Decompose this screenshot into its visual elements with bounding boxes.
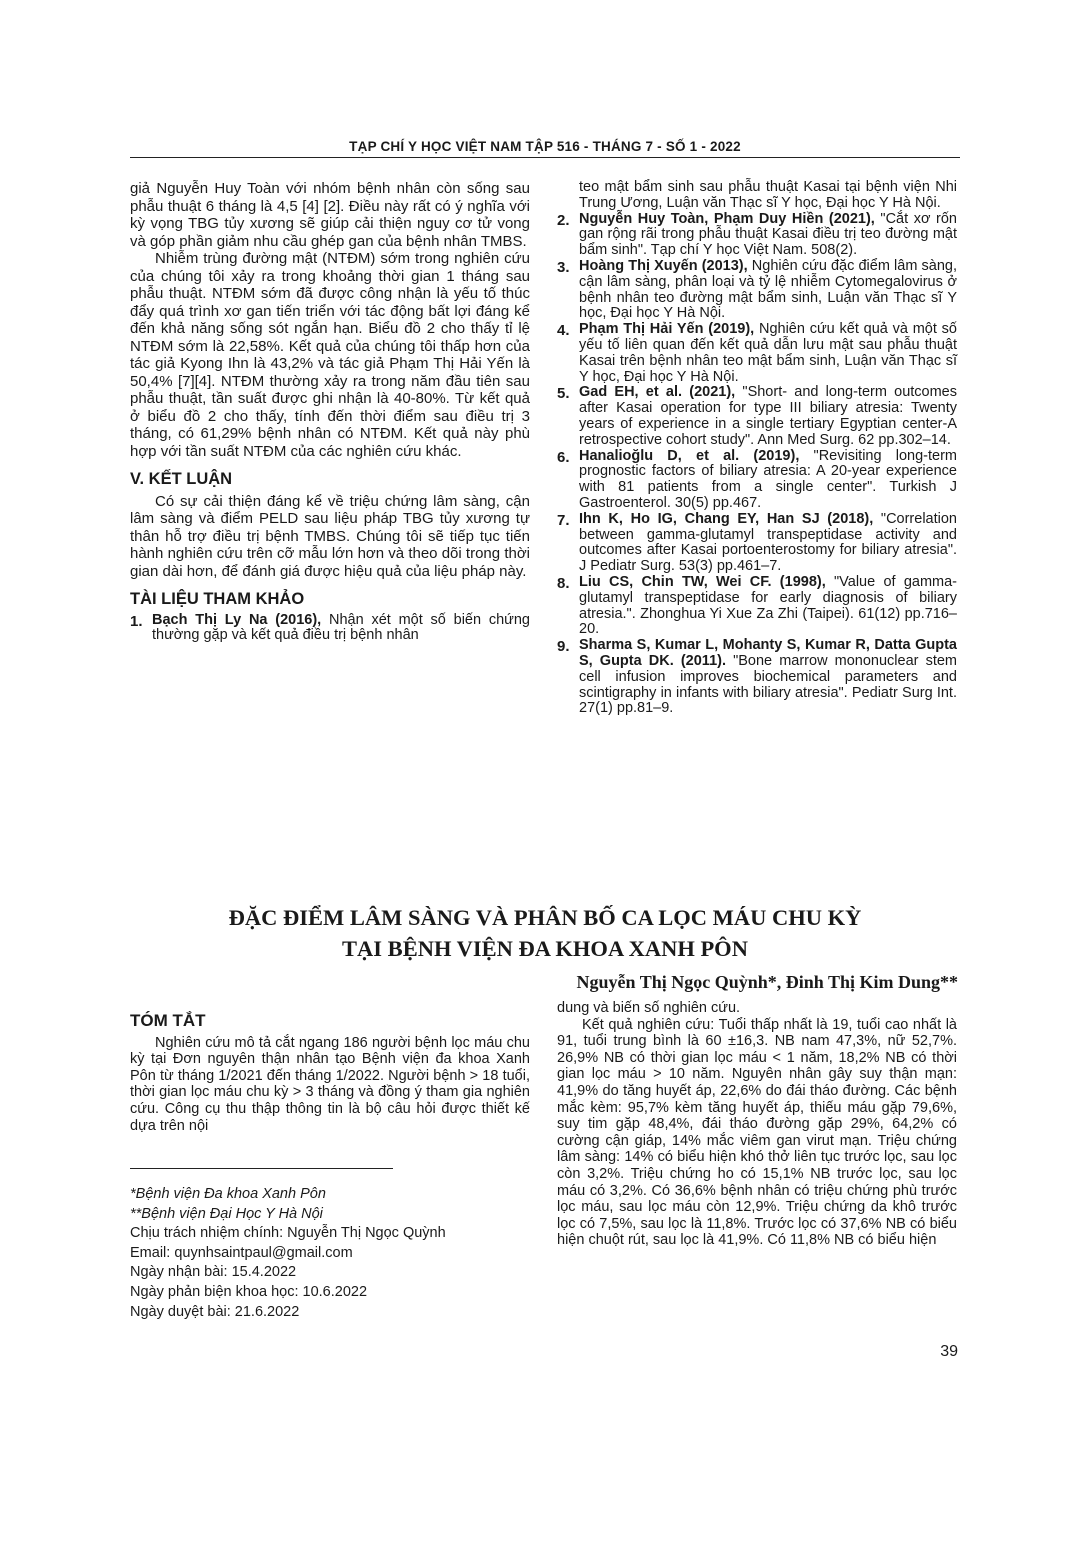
conclusion-paragraph: Có sự cải thiện đáng kể về triệu chứng lâm sàng, cận lâm sàng và điểm PELD sau liệu pháp TBG tủy xương tự thân hỗ trợ điều trị bệnh TMBS. Chúng tôi sẽ tiếp tục tiến hành nghiên cứu trên cỡ mẫu lớn hơn và theo dõi trong thời gian dài hơn, để đánh giá được hiệu quả của liệu pháp này. <box>130 492 530 580</box>
reference-2 <box>557 212 957 259</box>
reference-1 <box>130 613 530 645</box>
reference-7 <box>557 512 957 575</box>
author-email: Email: quynhsaintpaul@gmail.com <box>130 1244 353 1261</box>
abstract-results: Kết quả nghiên cứu: Tuổi thấp nhất là 19, tuổi cao nhất là 91, tuổi trung bình là 60 ±16,3. NB nam 47,3%, nữ 52,7%. 26,9% NB có thời gian lọc máu < 1 năm, 18,2% NB có thời gian lọc máu > 10 năm. Nguyên nhân gây suy thận mạn: 41,9% do tăng huyết áp, 22,6% do đái tháo đường. Các bệnh mắc kèm: 95,7% kèm tăng huyết áp, thiếu máu gặp 79,6%, suy tim gặp 48,4%, đái tháo đường gặp 29%, 64,2% có cường cận giáp, 14% mắc viêm gan virut mạn. Triệu chứng lâm sàng: 14% có biểu hiện khó thở liên tục trước lọc, sau lọc còn 3,2%. Triệu chứng ho có 15,1% NB trước lọc, sau lọc máu có 3,2%. Có 36,6% bệnh nhân có triệu chứng phù trước lọc máu, sau lọc máu còn 12,9%. Triệu chứng da khô trước lọc có 7,5%, sau lọc là 11,8%. Trước lọc có 37,6% NB có biểu hiện chuột rút, sau lọc là 41,9%. Có 11,8% NB có biểu hiện <box>557 1016 957 1249</box>
reference-number: 8. <box>557 574 570 592</box>
article-title-line-2: TẠI BỆNH VIỆN ĐA KHOA XANH PÔN <box>342 936 748 961</box>
reference-text: Nghiên cứu kết quả và một số yếu tố liên quan đến kết quả dẫn lưu mật sau phẫu thuật Kasai trên bệnh nhân teo mật bẩm sinh, Luận văn Thạc sĩ Y học, Đại học Y Hà Nội. <box>579 321 957 385</box>
journal-header: TẠP CHÍ Y HỌC VIỆT NAM TẬP 516 - THÁNG 7 - SỐ 1 - 2022 <box>349 139 741 154</box>
reference-author: Gad EH, et al. (2021), <box>579 384 736 401</box>
abstract-continued: dung và biến số nghiên cứu. <box>557 1000 741 1016</box>
reference-6 <box>557 449 957 512</box>
affiliation-2: **Bệnh viện Đại Học Y Hà Nội <box>130 1205 323 1222</box>
reference-text: Nghiên cứu đặc điểm lâm sàng, cận lâm sàng, phân loại và tỷ lệ nhiễm Cytomegalovirus ở bệnh nhân teo đường mật bẩm sinh, Luận văn Thạc sĩ Y học, Đại học Y Hà Nội. <box>579 257 957 322</box>
reference-4 <box>557 322 957 385</box>
reference-text: "Cắt xơ rốn gan rộng rãi trong phẫu thuật Kasai điều trị teo đường mật bẩm sinh". Tạp chí Y học Việt Nam. 508(2). <box>579 210 957 259</box>
reference-number: 1. <box>130 612 143 630</box>
reference-number: 5. <box>557 385 570 403</box>
reference-text: "Revisiting long-term prognostic factors of biliary atresia: A 20-year experience with 81 patients from a single center". Turkish J Gastroenterol. 30(5) pp.467. <box>579 447 957 511</box>
reference-author: Phạm Thị Hải Yến (2019), <box>579 321 755 338</box>
reference-number: 6. <box>557 448 570 466</box>
reference-author: Sharma S, Kumar L, Mohanty S, Kumar R, Datta Gupta S, Gupta DK. (2011). <box>579 637 957 669</box>
footnote-rule <box>130 1168 393 1169</box>
reference-list <box>557 212 957 718</box>
affiliation-1: *Bệnh viện Đa khoa Xanh Pôn <box>130 1186 326 1202</box>
reference-9 <box>557 638 957 717</box>
reference-author: Ihn K, Ho IG, Chang EY, Han SJ (2018), <box>579 510 874 527</box>
reference-text: "Bone marrow mononuclear stem cell infusion improves biochemical parameters and scintigraphy in infants with biliary atresia". Pediatr Surg Int. 27(1) pp.81–9. <box>579 652 957 717</box>
abstract-paragraph-1: Nghiên cứu mô tả cắt ngang 186 người bệnh lọc máu chu kỳ tại Đơn nguyên thận nhân tạo Bệnh viện đa khoa Xanh Pôn từ tháng 1/2021 đến tháng 1/2022. Người bệnh > 18 tuổi, thời gian lọc máu chu kỳ > 3 tháng và đồng ý tham gia nghiên cứu. Công cụ thu thập thông tin là bộ câu hỏi được thiết kế dựa trên nội <box>130 1034 530 1134</box>
abstract-left-column <box>130 1013 530 1134</box>
reference-8 <box>557 575 957 638</box>
reference-3 <box>557 259 957 322</box>
date-reviewed: Ngày phản biện khoa học: 10.6.2022 <box>130 1283 368 1300</box>
reference-text: "Correlation between gamma-glutamyl transpeptidase activity and outcomes after Kasai portoenterostomy for biliary atresia". J Pediatr Surg. 53(3) pp.461–7. <box>579 510 957 575</box>
reference-author: Bạch Thị Ly Na (2016), <box>152 611 322 628</box>
references-heading: TÀI LIỆU THAM KHẢO <box>130 590 305 608</box>
reference-5 <box>557 385 957 448</box>
article-title <box>130 902 960 964</box>
reference-number: 9. <box>557 638 570 656</box>
reference-author: Nguyễn Huy Toàn, Phạm Duy Hiền (2021), <box>579 210 875 227</box>
reference-number: 4. <box>557 322 570 340</box>
reference-text: "Value of gamma-glutamyl transpeptidase for early diagnosis of biliary atresia.". Zhonghua Yi Xue Za Zhi (Taipei). 61(12) pp.716–20. <box>579 573 957 638</box>
date-received: Ngày nhận bài: 15.4.2022 <box>130 1264 297 1281</box>
reference-text: Nhận xét một số biến chứng thường gặp và kết quả điều trị bệnh nhân <box>152 611 530 644</box>
left-column <box>130 180 530 644</box>
reference-author: Hoàng Thị Xuyến (2013), <box>579 257 748 274</box>
conclusion-heading: V. KẾT LUẬN <box>130 470 233 488</box>
reference-text: "Short- and long-term outcomes after Kasai operation for type III biliary atresia: Twenty years of experience in a single tertiary Egyptian center-A retrospective cohort study". Ann Med Surg. 62 pp.302–14. <box>579 384 957 448</box>
article-authors: Nguyễn Thị Ngọc Quỳnh*, Đinh Thị Kim Dung** <box>576 972 958 992</box>
responsible-author: Chịu trách nhiệm chính: Nguyễn Thị Ngọc Quỳnh <box>130 1225 446 1242</box>
reference-1-continued: teo mật bẩm sinh sau phẫu thuật Kasai tại bệnh viện Nhi Trung Ương, Luận văn Thạc sĩ Y học, Đại học Y Hà Nội. <box>579 179 957 211</box>
abstract-right-column <box>557 1000 957 1249</box>
page-number: 39 <box>940 1343 958 1360</box>
article-title-line-1: ĐẶC ĐIỂM LÂM SÀNG VÀ PHÂN BỐ CA LỌC MÁU CHU KỲ <box>228 905 862 930</box>
right-column <box>557 180 957 717</box>
date-approved: Ngày duyệt bài: 21.6.2022 <box>130 1303 300 1320</box>
discussion-paragraph-2: Nhiễm trùng đường mật (NTĐM) sớm trong nghiên cứu của chúng tôi xảy ra trong khoảng thời gian 1 tháng sau phẫu thuật. NTĐM sớm đã được công nhận là yếu tố thúc đẩy quá trình xơ gan tiến triển với tác động bất lợi đáng kể đến khả năng sống sót ngắn hạn. Biểu đồ 2 cho thấy tỉ lệ NTĐM sớm là 22,58%. Kết quả của chúng tôi thấp hơn của tác giả Kyong Ihn là 43,2% và tác giả Phạm Thị Hải Yến là 50,4% [7][4]. NTĐM thường xảy ra trong năm đầu tiên sau phẫu thuật, tần suất được ghi nhận là 40-80%. Từ kết quả ở biểu đồ 2 cho thấy, tính đến thời điểm sau điều trị 3 tháng, có 61,29% bệnh nhân có NTĐM. Kết quả này phù hợp với tần suất NTĐM của các nghiên cứu khác. <box>130 250 530 460</box>
abstract-heading: TÓM TẮT <box>130 1011 206 1030</box>
footnotes <box>130 1185 530 1322</box>
discussion-paragraph-1: giả Nguyễn Huy Toàn với nhóm bệnh nhân còn sống sau phẫu thuật 6 tháng là 4,5 [4] [2]. Điều này rất có ý nghĩa với kỳ vọng TBG tủy xương sẽ giúp cải thiện nguy cơ tử vong và góp phần giảm nhu cầu ghép gan của bệnh nhân TMBS. <box>130 180 530 250</box>
reference-number: 7. <box>557 511 570 529</box>
reference-author: Hanalioğlu D, et al. (2019), <box>579 447 800 464</box>
reference-number: 3. <box>557 258 570 276</box>
reference-number: 2. <box>557 211 570 229</box>
reference-author: Liu CS, Chin TW, Wei CF. (1998), <box>579 573 826 590</box>
header-rule <box>130 157 960 158</box>
